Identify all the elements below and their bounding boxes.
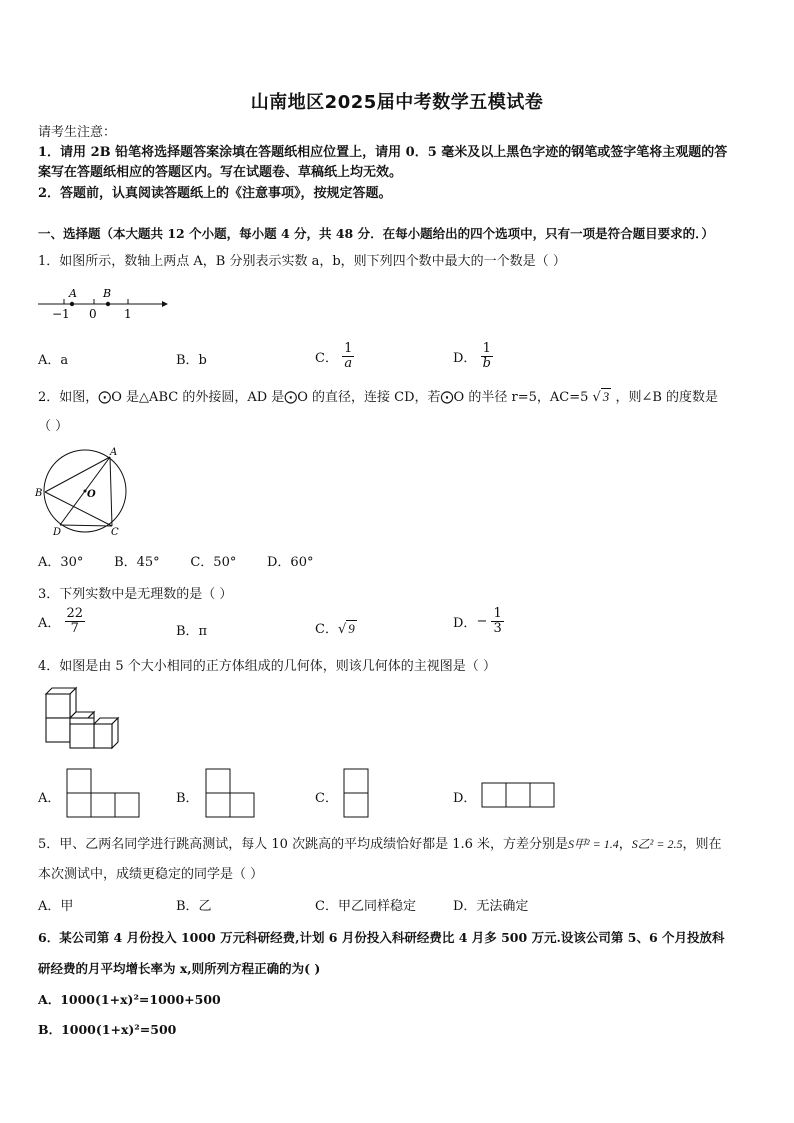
variance-jia: S甲² = 1.4 (568, 837, 619, 851)
point-b (106, 302, 110, 306)
q4-option-b-figure (205, 768, 257, 820)
point-a (70, 302, 74, 306)
question-1-stem: 1．如图所示，数轴上两点 A，B 分别表示实数 a，b，则下列四个数中最大的一个数是（ ） (38, 254, 566, 269)
question-3-stem: 3．下列实数中是无理数的是（ ） (38, 587, 233, 602)
cube-solid-figure (40, 684, 124, 750)
q1-option-c-numerator: 1 (344, 341, 353, 356)
q5-option-b: B．乙 (176, 899, 212, 914)
question-2-stem (38, 386, 718, 405)
question-4-stem: 4．如图是由 5 个大小相同的正方体组成的几何体，则该几何体的主视图是（ ） (38, 659, 496, 674)
fig-label-b: B (35, 488, 43, 499)
q3-option-d (453, 607, 504, 636)
q1-option-c-fraction (342, 342, 354, 371)
q3-option-a-fraction (65, 607, 86, 636)
sqrt-symbol: √ (337, 622, 347, 637)
notice-line-3: 2．答题前，认真阅读答题纸上的《注意事项》，按规定答题。 (38, 186, 392, 201)
q5-option-c: C．甲乙同样稳定 (315, 899, 416, 914)
q1-option-d-numerator: 1 (481, 342, 493, 357)
question-5-stem-end: ，则在 (682, 837, 722, 852)
tick-label-0: 0 (89, 307, 97, 321)
q1-option-d-fraction (481, 342, 493, 371)
fig-label-o: O (87, 489, 96, 500)
q3-option-a (38, 607, 85, 636)
q6-option-b: B．1000(1+x)²=500 (38, 1022, 177, 1037)
q5-option-a: A．甲 (38, 899, 74, 914)
notice-header: 请考生注意： (38, 125, 117, 140)
point-b-label: B (103, 287, 112, 300)
question-6-stem-line-2: 研经费的月平均增长率为 x,则所列方程正确的为( ) (38, 961, 321, 976)
number-line-figure (36, 284, 168, 322)
q4-option-b-label: B． (176, 791, 199, 806)
q4-option-c-figure (343, 768, 371, 820)
page-title: 山南地区2025届中考数学五模试卷 (250, 92, 544, 113)
fig-label-d: D (53, 527, 62, 536)
q3-option-d-numerator: 1 (493, 606, 502, 621)
q3-option-c-prefix: C． (315, 622, 338, 637)
q3-option-d-fraction (491, 607, 503, 636)
question-5-stem-line-2: 本次测试中，成绩更稳定的同学是（ ） (38, 867, 264, 882)
q5-option-d: D．无法确定 (453, 899, 529, 914)
q1-option-a: A．a (38, 353, 69, 368)
q2-options: A．30° B．45° C．50° D．60° (38, 555, 314, 570)
question-2-stem-end: ，则∠B 的度数是 (615, 390, 719, 405)
q3-option-d-denominator: 3 (493, 621, 502, 636)
q1-option-b: B．b (176, 353, 207, 368)
sqrt-radicand: 3 (602, 389, 610, 404)
sqrt-symbol: √ (592, 390, 601, 405)
tick-label-1: 1 (124, 307, 132, 321)
q3-option-c (315, 618, 357, 637)
q4-option-a-label: A． (38, 791, 61, 806)
q4-option-d-label: D． (453, 791, 477, 806)
circle-figure (34, 446, 134, 536)
fig-label-c: C (111, 527, 119, 536)
q3-option-c-radicand: 9 (348, 621, 355, 636)
q1-option-d-prefix: D． (453, 351, 477, 366)
q3-option-d-prefix: D． (453, 616, 477, 631)
tick-label-minus-1: −1 (52, 307, 70, 321)
q1-option-c (315, 342, 354, 371)
q1-option-d-denominator: b (482, 356, 491, 371)
q1-option-c-denominator: a (344, 356, 353, 371)
question-2-stem-text: 2．如图，⨀O 是△ABC 的外接圆，AD 是⨀O 的直径，连接 CD，若⨀O 的半径 r=5，AC=5 (38, 390, 589, 405)
q3-option-a-prefix: A． (38, 616, 61, 631)
q1-option-c-prefix: C． (315, 351, 338, 366)
q3-option-a-numerator: 22 (66, 606, 84, 621)
section-heading: 一、选择题（本大题共 12 个小题，每小题 4 分，共 48 分．在每小题给出的四个选项中，只有一项是符合题目要求的．） (38, 226, 714, 241)
q4-option-c-label: C． (315, 791, 338, 806)
notice-line-1: 1．请用 2B 铅笔将选择题答案涂填在答题纸相应位置上，请用 0．5 毫米及以上黑色字迹的钢笔或签字笔将主观题的答 (38, 145, 728, 160)
question-5-stem (38, 833, 721, 852)
question-2-paren: （ ） (38, 419, 69, 434)
q6-option-a: A．1000(1+x)²=1000+500 (38, 992, 221, 1007)
q3-option-b: B．π (176, 624, 208, 639)
minus-sign: − (476, 614, 488, 629)
fig-label-a: A (110, 447, 118, 458)
variance-separator: ， (618, 837, 632, 852)
notice-line-2: 案写在答题纸相应的答题区内。写在试题卷、草稿纸上均无效。 (38, 165, 403, 180)
q3-option-a-denominator: 7 (70, 621, 79, 636)
question-6-stem-line-1: 6．某公司第 4 月份投入 1000 万元科研经费,计划 6 月份投入科研经费比 4 月多 500 万元.设该公司第 5、6 个月投放科 (38, 930, 725, 945)
point-a-label: A (69, 287, 77, 300)
q4-option-d-figure (481, 782, 559, 810)
question-5-stem-text: 5．甲、乙两名同学进行跳高测试，每人 10 次跳高的平均成绩恰好都是 1.6 米，方差分别是 (38, 837, 569, 852)
q1-option-d (453, 342, 493, 371)
q4-option-a-figure (66, 768, 142, 820)
variance-yi: S乙² = 2.5 (631, 837, 683, 851)
